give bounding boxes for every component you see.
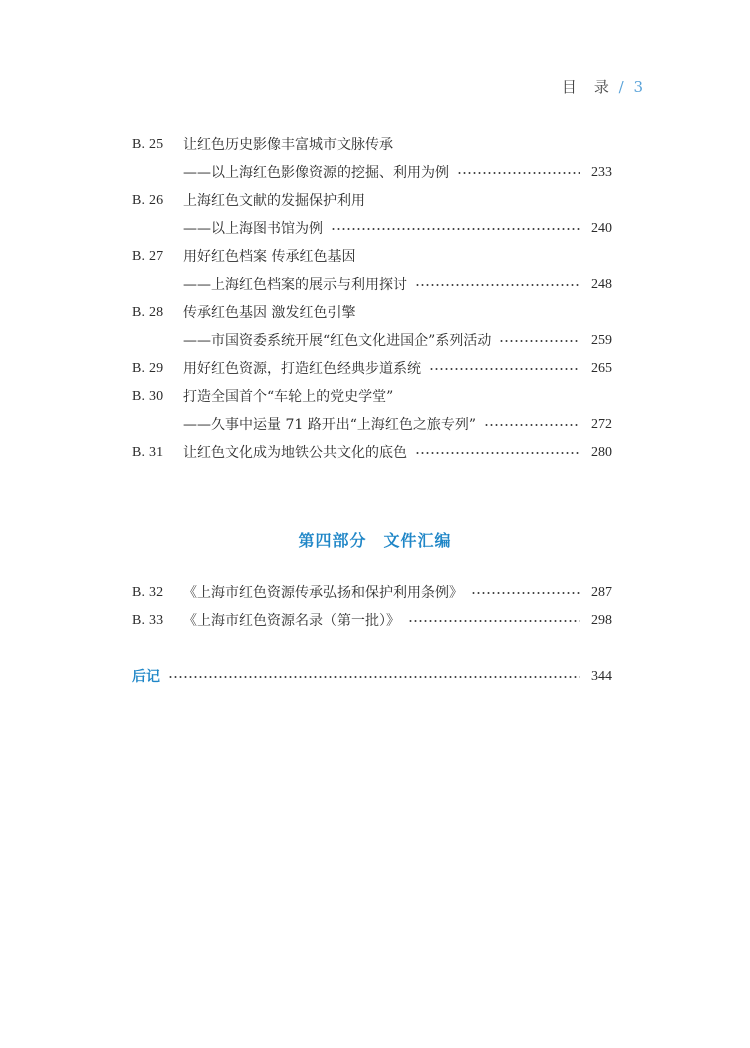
toc-entry-b26-title-line[interactable]: [132, 191, 612, 211]
afterword-label: 后记: [132, 669, 160, 685]
toc-entry-b28-title-line[interactable]: [132, 303, 612, 323]
toc-entry-b25-subtitle-line[interactable]: [132, 163, 612, 183]
section-heading: 第四部分 文件汇编: [298, 531, 452, 550]
toc-entry-title: 用好红色档案 传承红色基因: [183, 249, 356, 265]
dot-leader: [168, 676, 580, 678]
toc-entry-page: 240: [591, 221, 612, 236]
toc-entry-page: 233: [591, 165, 612, 180]
dot-leader: [499, 340, 580, 342]
toc-entry-title: 用好红色资源，打造红色经典步道系统: [183, 361, 421, 377]
toc-entry-b30-subtitle-line[interactable]: [132, 415, 612, 435]
toc-entry-page: 280: [591, 445, 612, 460]
toc-entry-b28-subtitle-line[interactable]: [132, 331, 612, 351]
toc-entry-page: 344: [591, 669, 612, 684]
toc-entry-subtitle: ——上海红色档案的展示与利用探讨: [183, 277, 407, 293]
toc-entry-subtitle: ——久事中运量 71 路开出“上海红色之旅专列”: [183, 417, 477, 433]
toc-entry-b26-subtitle-line[interactable]: [132, 219, 612, 239]
toc-entry-page: 259: [591, 333, 612, 348]
toc-entry-b32-title-line[interactable]: [132, 583, 612, 603]
toc-entry-b29-title-line[interactable]: [132, 359, 612, 379]
toc-entry-b30-title-line[interactable]: [132, 387, 612, 407]
toc-entry-page: 298: [591, 613, 612, 628]
dot-leader: [408, 620, 580, 622]
toc-entry-code: B. 33: [132, 613, 164, 628]
running-head-page-number: 3: [633, 78, 644, 96]
toc-entry-subtitle: ——以上海图书馆为例: [183, 221, 323, 237]
toc-entry-code: B. 28: [132, 305, 164, 320]
toc-entry-title: 《上海市红色资源传承弘扬和保护利用条例》: [183, 585, 463, 601]
toc-entry-title: 上海红色文献的发掘保护利用: [183, 193, 365, 209]
toc-entry-page: 265: [591, 361, 612, 376]
dot-leader: [415, 284, 580, 286]
toc-entry-title: 传承红色基因 激发红色引擎: [183, 305, 356, 321]
toc-entry-b33-title-line[interactable]: [132, 611, 612, 631]
toc-entry-b31-title-line[interactable]: [132, 443, 612, 463]
toc-entry-page: 248: [591, 277, 612, 292]
dot-leader: [331, 228, 580, 230]
toc-entry-code: B. 27: [132, 249, 164, 264]
toc-entry-b27-title-line[interactable]: [132, 247, 612, 267]
toc-entry-title: 让红色文化成为地铁公共文化的底色: [183, 445, 407, 461]
toc-entry-code: B. 29: [132, 361, 164, 376]
toc-entry-b25-title-line[interactable]: [132, 135, 612, 155]
toc-entry-code: B. 25: [132, 137, 164, 152]
running-head: [562, 76, 644, 97]
running-head-separator: /: [618, 78, 625, 96]
toc-entry-afterword-line[interactable]: [132, 667, 612, 687]
toc-entry-title: 《上海市红色资源名录（第一批）》: [183, 613, 400, 629]
toc-entry-page: 287: [591, 585, 612, 600]
toc-entry-code: B. 31: [132, 445, 164, 460]
dot-leader: [415, 452, 580, 454]
toc-entry-page: 272: [591, 417, 612, 432]
toc-entry-code: B. 30: [132, 389, 164, 404]
toc-entry-subtitle: ——以上海红色影像资源的挖掘、利用为例: [183, 165, 449, 181]
dot-leader: [429, 368, 580, 370]
toc-entry-subtitle: ——市国资委系统开展“红色文化进国企”系列活动: [183, 333, 492, 349]
toc-entry-b27-subtitle-line[interactable]: [132, 275, 612, 295]
dot-leader: [457, 172, 580, 174]
toc-entry-code: B. 26: [132, 193, 164, 208]
dot-leader: [484, 424, 580, 426]
running-head-label: 目 录: [561, 78, 610, 96]
toc-entry-code: B. 32: [132, 585, 164, 600]
dot-leader: [471, 592, 580, 594]
toc-entry-title: 打造全国首个“车轮上的党史学堂”: [183, 389, 394, 405]
toc-entry-title: 让红色历史影像丰富城市文脉传承: [183, 137, 393, 153]
